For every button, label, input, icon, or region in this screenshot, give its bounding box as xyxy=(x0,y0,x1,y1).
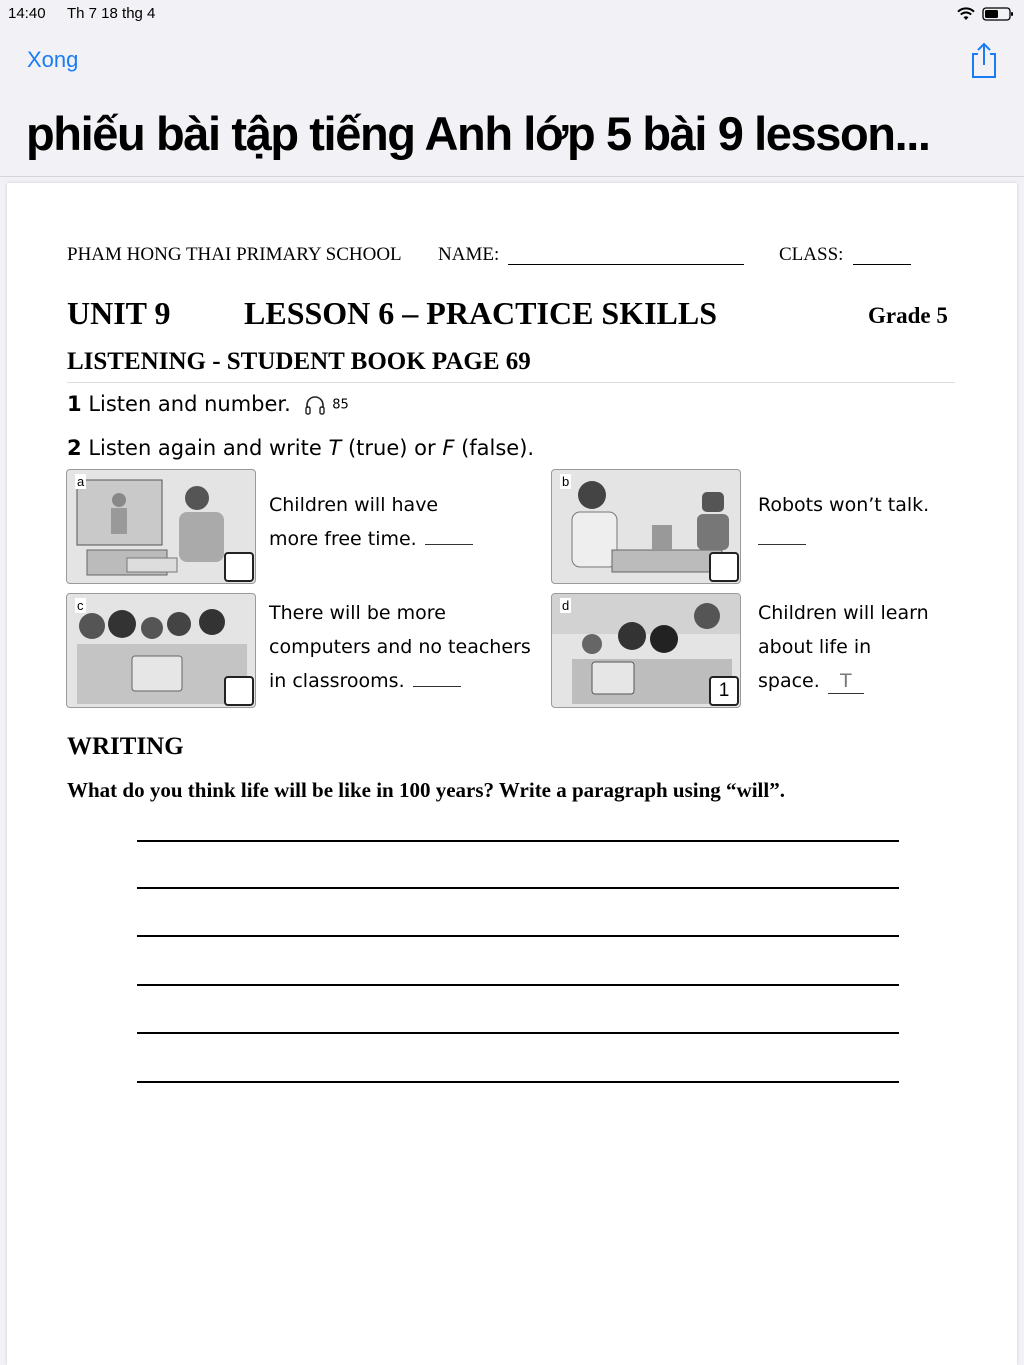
exercise-2 xyxy=(67,436,534,460)
picture-d xyxy=(551,593,741,708)
picture-letter: c xyxy=(77,598,84,613)
wifi-icon xyxy=(957,7,975,21)
statement-line: about life in xyxy=(758,636,872,658)
statement-c xyxy=(269,596,531,698)
school-name: PHAM HONG THAI PRIMARY SCHOOL xyxy=(67,244,402,265)
statement-line: Children will learn xyxy=(758,602,929,624)
number-box[interactable] xyxy=(224,676,254,706)
true-word: (true) or xyxy=(341,436,443,460)
exercise-2-text: Listen again and write xyxy=(88,436,329,460)
unit-heading: UNIT 9 xyxy=(67,295,171,331)
answer-blank[interactable] xyxy=(425,544,473,545)
picture-b xyxy=(551,469,741,584)
statement-line: in classrooms. xyxy=(269,670,405,692)
status-time: 14:40 xyxy=(8,5,46,22)
name-label: NAME: xyxy=(438,244,500,265)
title-divider xyxy=(0,176,1024,177)
writing-line[interactable] xyxy=(137,984,899,986)
exercise-1-text: Listen and number. xyxy=(88,392,291,416)
picture-letter: b xyxy=(562,474,570,489)
number-box[interactable] xyxy=(709,552,739,582)
statement-line: Robots won’t talk. xyxy=(758,494,930,516)
statement-line: Children will have xyxy=(269,494,439,516)
answer-blank[interactable] xyxy=(413,686,461,687)
exercise-1 xyxy=(67,392,349,416)
lesson-heading: LESSON 6 – PRACTICE SKILLS xyxy=(244,295,718,331)
audio-track-number: 85 xyxy=(332,397,349,413)
writing-line[interactable] xyxy=(137,1032,899,1034)
grade-label: Grade 5 xyxy=(868,303,948,328)
picture-letter: a xyxy=(77,474,85,489)
statement-line: more free time. xyxy=(269,528,417,550)
false-word: (false). xyxy=(454,436,535,460)
true-letter: T xyxy=(328,436,342,460)
writing-line[interactable] xyxy=(137,887,899,889)
class-blank-line xyxy=(853,264,911,265)
statement-line: computers and no teachers xyxy=(269,636,531,658)
battery-icon xyxy=(982,6,1014,22)
writing-prompt: What do you think life will be like in 100 years? Write a paragraph using “will”. xyxy=(67,778,785,802)
statement-b xyxy=(758,488,929,556)
class-label: CLASS: xyxy=(779,244,844,265)
document-title: phiếu bài tập tiếng Anh lớp 5 bài 9 lesson... xyxy=(26,107,930,160)
listening-heading: LISTENING - STUDENT BOOK PAGE 69 xyxy=(67,348,531,375)
section-divider xyxy=(67,382,955,383)
status-date: Th 7 18 thg 4 xyxy=(67,5,156,22)
answer-blank[interactable] xyxy=(758,544,806,545)
answer-blank[interactable]: T xyxy=(828,669,864,694)
name-blank-line xyxy=(508,264,744,265)
false-letter: F xyxy=(442,436,455,460)
number-box[interactable] xyxy=(224,552,254,582)
share-icon[interactable] xyxy=(968,40,1000,80)
number-box[interactable]: 1 xyxy=(709,676,739,706)
statement-a xyxy=(269,488,473,556)
headphones-icon xyxy=(304,394,326,416)
picture-letter: d xyxy=(562,598,570,613)
done-button[interactable]: Xong xyxy=(27,47,79,72)
picture-c xyxy=(66,593,256,708)
writing-line[interactable] xyxy=(137,1081,899,1083)
statement-d xyxy=(758,596,929,698)
writing-line[interactable] xyxy=(137,935,899,937)
writing-heading: WRITING xyxy=(67,733,184,760)
worksheet-page xyxy=(7,183,1017,1365)
writing-line[interactable] xyxy=(137,840,899,842)
exercise-1-number: 1 xyxy=(67,392,82,416)
statement-line: space. xyxy=(758,670,820,692)
picture-a xyxy=(66,469,256,584)
exercise-2-number: 2 xyxy=(67,436,82,460)
status-bar xyxy=(0,0,1024,28)
statement-line: There will be more xyxy=(269,602,446,624)
